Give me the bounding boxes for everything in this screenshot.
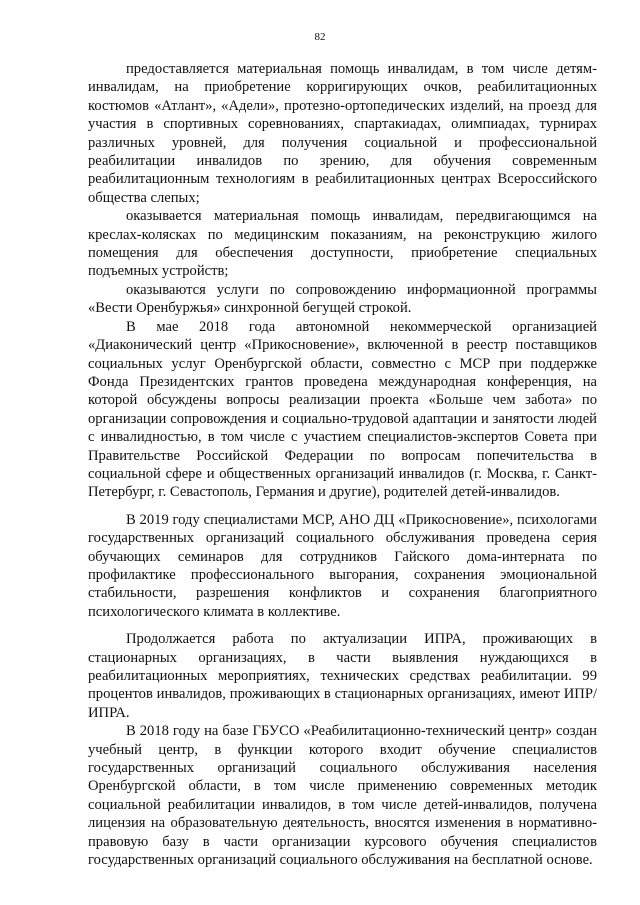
paragraph-ipra-update: Продолжается работа по актуализации ИПРА, проживающих в стационарных организациях, в части выявления нуждающихся в реабилитационных мероприятиях, технических средствах реабилитации. 99 процентов инвалидов, проживающих в стационарных организациях, имеют ИПР/ИПРА. bbox=[88, 631, 597, 721]
page-number: 82 bbox=[314, 31, 326, 43]
paragraph-material-aid-children: предоставляется материальная помощь инвалидам, в том числе детям-инвалидам, на приобретение корригирующих очков, реабилитационных костюмов «Атлант», «Адели», протезно-ортопедических изделий, на проезд для участия в спортивных соревнованиях, спартакиадах, олимпиадах, турнирах различных уровней, для получения социальной и профессиональной реабилитации инвалидов по зрению, для обучения современным реабилитационным технологиям в реабилитационных центрах Всероссийского общества слепых; bbox=[88, 61, 597, 206]
paragraph-material-aid-wheelchair: оказывается материальная помощь инвалидам, передвигающимся на креслах-колясках по медицинским показаниям, на реконструкцию жилого помещения для обеспечения доступности, приобретение специальных подъемных устройств; bbox=[88, 208, 597, 280]
paragraph-training-center: В 2018 году на базе ГБУСО «Реабилитационно-технический центр» создан учебный центр, в функции которого входит обучение специалистов государственных организаций социального обслуживания населения Оренбургской области, в том числе применению современных методик социальной реабилитации инвалидов, в том числе детей-инвалидов, получена лицензия на образовательную деятельность, вносятся изменения в нормативно-правовую базу в части организации курсового обучения специалистов государственных организаций социального обслуживания на бесплатной основе. bbox=[88, 723, 597, 869]
paragraph-ticker-services: оказываются услуги по сопровождению информационной программы «Вести Оренбуржья» синхронной бегущей строкой. bbox=[88, 281, 597, 317]
paragraph-conference-2018: В мае 2018 года автономной некоммерческой организацией «Диаконический центр «Прикосновение», включенной в реестр поставщиков социальных услуг Оренбургской области, совместно с МСР при поддержке Фонда Президентских грантов проведена международная конференция, на которой обсуждены вопросы реализации проекта «Больше чем забота» по организации сопровождения и социально-трудовой адаптации и занятости людей с инвалидностью, в том числе с участием специалистов-экспертов Совета при Правительстве Российской Федерации по вопросам попечительства в социальной сфере и общественных организаций инвалидов (г. Москва, г. Санкт-Петербург, г. Севастополь, Германия и другие), родителей детей-инвалидов. bbox=[88, 318, 597, 501]
body-text bbox=[88, 60, 597, 869]
paragraph-seminars-2019: В 2019 году специалистами МСР, АНО ДЦ «Прикосновение», психологами государственных организаций социального обслуживания проведена серия обучающих семинаров для сотрудников Гайского дома-интерната по профилактике профессионального выгорания, сохранения эмоциональной стабильности, разрешения конфликтов и сохранения благоприятного психологического климата в коллективе. bbox=[88, 511, 597, 620]
